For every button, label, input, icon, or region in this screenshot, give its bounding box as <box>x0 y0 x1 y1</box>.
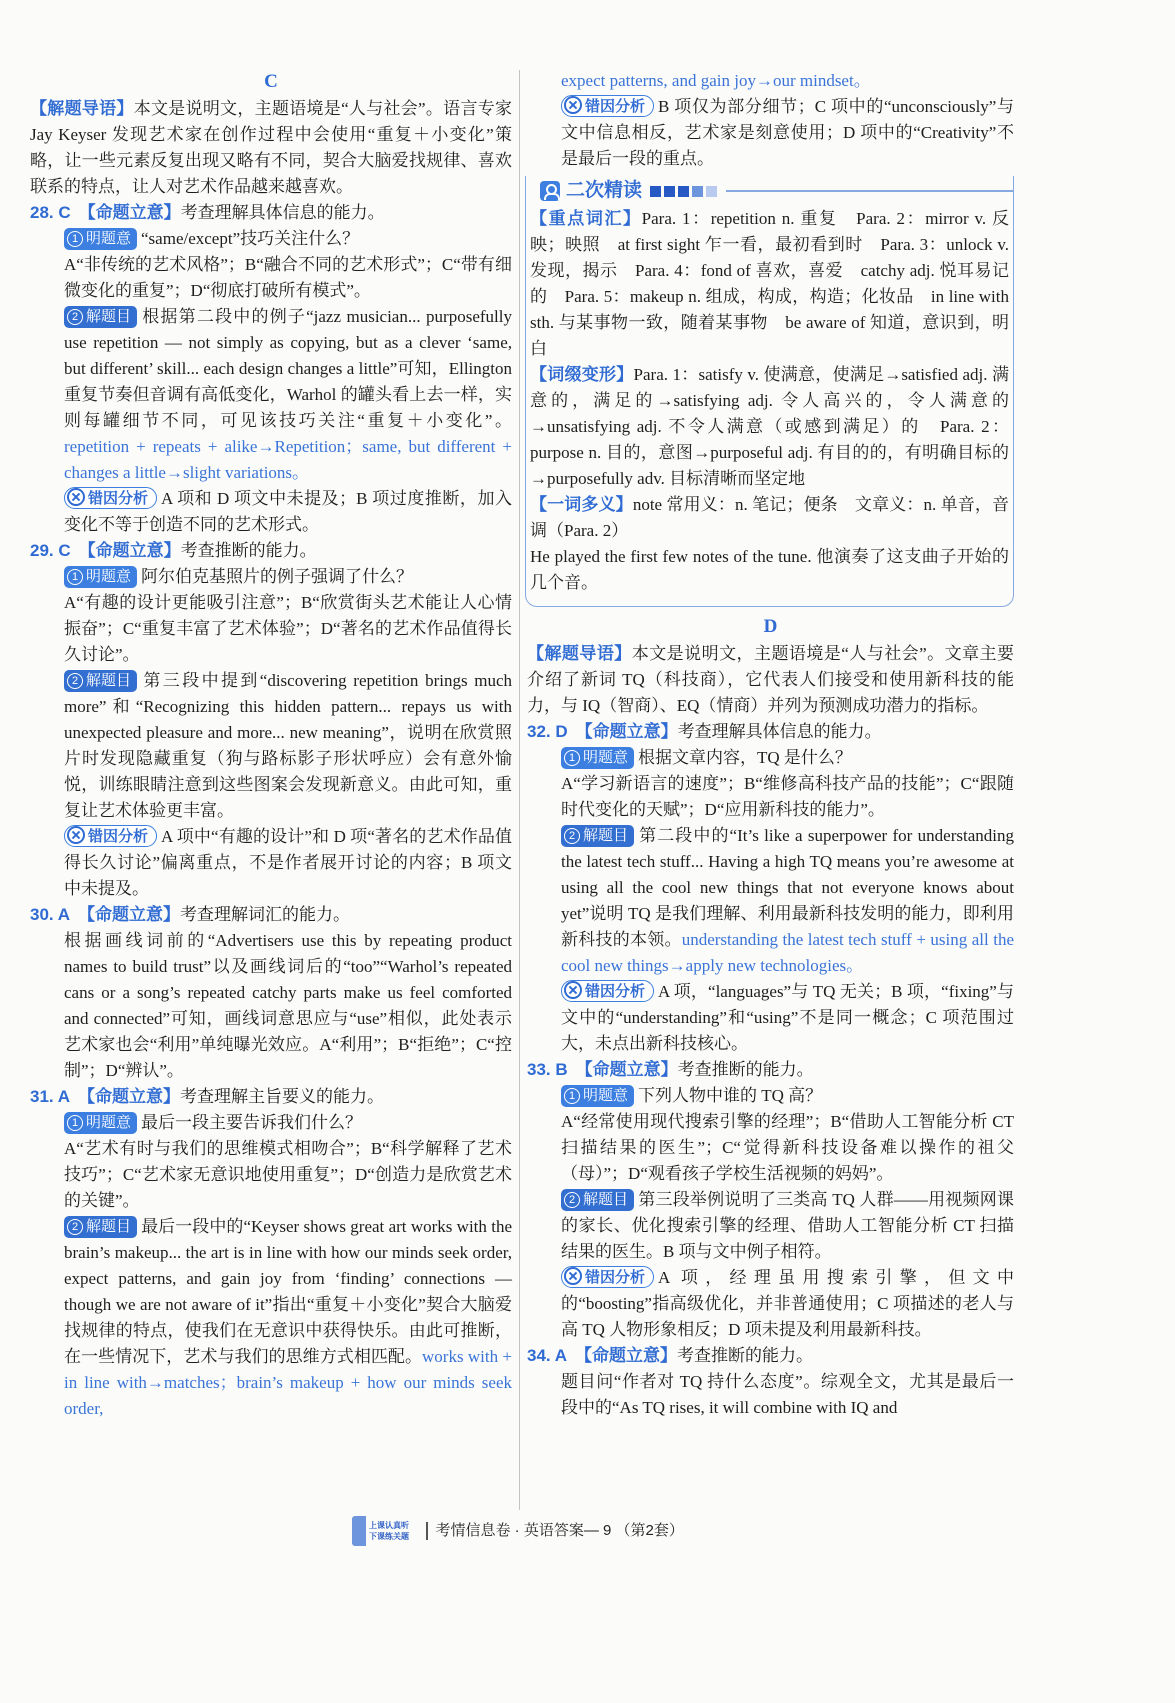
text-run: 最后一段中的“Keyser shows great art works with the brain’s makeup... the art is in line with how our minds seek order, expect patterns, and gain joy from ‘finding’ connections — though we are not aware of it”指出“重复＋小变化”契合大脑爱找规律的特点，使我们在无意识中获得快乐。由此可推断，在一些情况下，艺术与我们的思维方式相匹配。 <box>64 1217 512 1366</box>
error-analysis <box>527 1265 1014 1343</box>
step-badge <box>561 747 634 769</box>
answer-text <box>30 590 512 668</box>
close-circle-icon <box>564 981 582 999</box>
step-number: 2 <box>67 1219 83 1235</box>
step-label: 明题意 <box>86 568 132 585</box>
answer-number: 33. B <box>527 1060 568 1079</box>
step-label: 解题目 <box>86 308 132 325</box>
paragraph <box>527 641 1014 719</box>
text-run: A“经常使用现代搜索引擎的经理”；B“借助人工智能分析 CT 扫描结果的医生”；C“觉得新科技设备难以操作的祖父（母）”；D“观看孩子学校生活视频的妈妈”。 <box>561 1112 1014 1183</box>
keyword-mapping: understanding the latest tech stuff + using all the cool new things→apply new technologies。 <box>561 930 1014 975</box>
publisher-logo <box>352 1516 418 1546</box>
vocab-box-body <box>530 206 1009 596</box>
step-label: 明题意 <box>583 1087 629 1104</box>
error-badge <box>561 980 654 1002</box>
text-run: Para. 1：satisfy v. 使满意，使满足→satisfied adj. 满意的，满足的→satisfying adj. 令人高兴的，令人满意的→unsatisfying adj. 不令人满意（或感到满足）的 Para. 2：purpose n. 目的，意图→purposeful adj. 有目的的，有明确目标的→purposefully adv. 目标清晰而坚定地 <box>530 365 1009 488</box>
keyword-mapping: repetition + repeats + alike→Repetition；same, but different + changes a little→slight variations。 <box>64 437 512 482</box>
footer-separator <box>426 1522 428 1540</box>
error-label: 错因分析 <box>585 98 646 115</box>
close-circle-icon <box>564 96 582 114</box>
answer-number: 34. A <box>527 1346 568 1365</box>
text-run: note 常用义：n. 笔记；便条 文章义：n. 单音，音调（Para. 2） <box>530 495 1009 540</box>
question-header <box>527 1057 1014 1083</box>
text-run: 第二段中的“It’s like a superpower for understanding the latest tech stuff... Having a high TQ means you’re awesome at using all the cool new things that not everyone knows about yet”说明 TQ 是我们理解、利用最新科技发明的能力，即利用新科技的本领。 <box>561 826 1014 949</box>
level-square <box>706 186 717 197</box>
error-analysis <box>527 94 1014 172</box>
text-run: 本文是说明文，主题语境是“人与社会”。文章主要介绍了新词 TQ（科技商），它代表人们接受和使用新科技的能力，与 IQ（智商）、EQ（情商）并列为预测成功潜力的指标。 <box>527 644 1014 715</box>
question-header <box>527 1343 1014 1369</box>
text-run: 考查理解具体信息的能力。 <box>180 203 385 222</box>
paragraph <box>530 544 1009 596</box>
answer-text <box>527 771 1014 823</box>
error-analysis <box>30 486 512 538</box>
text-run: 本文是说明文，主题语境是“人与社会”。语言专家 Jay Keyser 发现艺术家在创作过程中会使用“重复＋小变化”策略，让一些元素反复出现又略有不同，契合大脑爱找规律、喜欢联系的特点，让人对艺术作品越来越喜欢。 <box>30 99 513 196</box>
answer-number: 28. C <box>30 203 71 222</box>
step-number: 2 <box>564 828 580 844</box>
text-run: 考查理解主旨要义的能力。 <box>180 1087 385 1106</box>
text-run: 第三段中提到“discovering repetition brings much more”和“Recognizing this hidden pattern... repays us with unexpected pleasure and more... new meaning”，说明在欣赏照片时发现隐藏重复（狗与路标影子形状呼应）会有意外愉悦，训练眼睛注意到这些图案会发现新意义。由此可知，重复让艺术体验更丰富。 <box>64 671 512 820</box>
text-run: 考查理解词汇的能力。 <box>180 905 351 924</box>
step-badge <box>561 1085 634 1107</box>
answer-text <box>30 1136 512 1214</box>
error-label: 错因分析 <box>88 828 149 845</box>
text-run: A“学习新语言的速度”；B“维修高科技产品的技能”；C“跟随时代变化的天赋”；D“应用新科技的能力”。 <box>561 774 1014 819</box>
text-run: 考查推断的能力。 <box>677 1060 814 1079</box>
step-number: 2 <box>67 673 83 689</box>
header-rule <box>726 190 1013 192</box>
step-number: 2 <box>67 309 83 325</box>
step-badge <box>64 306 137 328</box>
section-heading: D <box>763 616 778 637</box>
level-square <box>664 186 675 197</box>
question-header <box>30 200 512 226</box>
error-analysis <box>527 979 1014 1057</box>
step-clarify-question <box>527 1083 1014 1109</box>
text-run: 根据画线词前的“Advertisers use this by repeating product names to build trust”以及画线词后的“too”“Warhol’s repeated cans or a song’s repeated catchy parts make us feel comforted and connected”可知，画线词意思应与“use”相似，此处表示艺术家也会“利用”单纯曝光效应。A“利用”；B“拒绝”；C“控制”；D“辨认”。 <box>64 931 512 1080</box>
section-tag: 【解题导语】 <box>30 99 134 118</box>
error-badge <box>561 95 654 117</box>
column-divider <box>519 70 520 1510</box>
error-label: 错因分析 <box>585 983 646 1000</box>
text-run: 题目问“作者对 TQ 持什么态度”。综观全文，尤其是最后一段中的“As TQ rises, it will combine with IQ and <box>561 1372 1014 1417</box>
text-run: A“艺术有时与我们的思维模式相吻合”；B“科学解释了艺术技巧”；C“艺术家无意识地使用重复”；D“创造力是欣赏艺术的关键”。 <box>64 1139 512 1210</box>
paragraph <box>530 362 1009 492</box>
step-number: 1 <box>67 1115 83 1131</box>
step-number: 1 <box>67 569 83 585</box>
vocab-box-header <box>526 176 1013 206</box>
page-footer <box>352 1514 684 1548</box>
text-run: 考查理解具体信息的能力。 <box>677 722 882 741</box>
close-circle-icon <box>67 488 85 506</box>
section-tag: 【一词多义】 <box>530 495 633 514</box>
text-run: He played the first few notes of the tune. 他演奏了这支曲子开始的几个音。 <box>530 547 1009 592</box>
keyword-mapping: works with + in line with→matches；brain’s makeup + how our minds seek order, <box>64 1347 512 1418</box>
vocab-review-box <box>525 176 1014 607</box>
section-tag: 【命题立意】 <box>78 203 181 222</box>
step-label: 解题目 <box>583 1191 629 1208</box>
text-run: A 项中“有趣的设计”和 D 项“著名的艺术作品值得长久讨论”偏离重点，不是作者展开讨论的内容；B 项文中未提及。 <box>64 827 512 898</box>
error-badge <box>64 825 157 847</box>
answer-number: 32. D <box>527 722 568 741</box>
text-run: 下列人物中谁的 TQ 高？ <box>638 1086 823 1105</box>
text-run: A“有趣的设计更能吸引注意”；B“欣赏街头艺术能让人心情振奋”；C“重复丰富了艺术体验”；D“著名的艺术作品值得长久讨论”。 <box>64 593 512 664</box>
reader-icon <box>540 181 560 201</box>
step-clarify-question <box>30 226 512 252</box>
error-label: 错因分析 <box>585 1269 646 1286</box>
section-tag: 【解题导语】 <box>527 644 632 663</box>
step-badge <box>64 228 137 250</box>
answer-number: 31. A <box>30 1087 71 1106</box>
step-badge <box>64 566 137 588</box>
error-analysis <box>30 824 512 902</box>
answer-text <box>527 68 1014 94</box>
step-label: 明题意 <box>86 230 132 247</box>
right-column-bottom <box>527 613 1014 1421</box>
step-clarify-question <box>30 1110 512 1136</box>
step-label: 解题目 <box>86 672 132 689</box>
step-label: 解题目 <box>583 827 629 844</box>
text-run: A 项，经理虽用搜索引擎，但文中的“boosting”指高级优化，并非普通使用；C 项描述的老人与高 TQ 人物形象相反；D 项未提及利用最新科技。 <box>561 1268 1014 1339</box>
step-label: 明题意 <box>86 1114 132 1131</box>
section-tag: 【命题立意】 <box>575 722 678 741</box>
text-run: 考查推断的能力。 <box>180 541 317 560</box>
step-solve-question <box>527 823 1014 979</box>
text-run: 根据文章内容，TQ 是什么？ <box>638 748 852 767</box>
section-tag: 【词缀变形】 <box>530 365 634 384</box>
step-clarify-question <box>30 564 512 590</box>
section-tag: 【命题立意】 <box>575 1060 678 1079</box>
step-solve-question <box>527 1187 1014 1265</box>
text-run: “same/except”技巧关注什么？ <box>141 229 360 248</box>
text-run: B 项仅为部分细节；C 项中的“unconsciously”与文中信息相反，艺术家是刻意使用；D 项中的“Creativity”不是最后一段的重点。 <box>561 97 1014 168</box>
step-badge <box>64 670 137 692</box>
answer-number: 30. A <box>30 905 71 924</box>
section-tag: 【重点词汇】 <box>530 209 642 228</box>
answer-text <box>527 1109 1014 1187</box>
paragraph <box>530 206 1009 362</box>
step-number: 2 <box>564 1192 580 1208</box>
footer-title: 考情信息卷 · 英语答案— 9 （第2套） <box>435 1522 684 1539</box>
error-badge <box>64 487 157 509</box>
section-tag: 【命题立意】 <box>78 541 181 560</box>
step-label: 明题意 <box>583 749 629 766</box>
question-header <box>30 1084 512 1110</box>
section-tag: 【命题立意】 <box>575 1346 678 1365</box>
text-run: Para. 1：repetition n. 重复 Para. 2：mirror v. 反映；映照 at first sight 乍一看，最初看到时 Para. 3：unlock v. 发现，揭示 Para. 4：fond of 喜欢，喜爱 catchy adj. 悦耳易记的 Para. 5：makeup n. 组成，构成，构造；化妆品 in line with sth. 与某事物一致，随着某事物 be aware of 知道，意识到，明白 <box>530 209 1009 358</box>
close-circle-icon <box>67 826 85 844</box>
level-square <box>650 186 661 197</box>
step-badge <box>561 825 634 847</box>
text-run: 第三段举例说明了三类高 TQ 人群——用视频网课的家长、优化搜索引擎的经理、借助人工智能分析 CT 扫描结果的医生。B 项与文中例子相符。 <box>561 1190 1014 1261</box>
step-number: 1 <box>564 1088 580 1104</box>
paragraph <box>30 96 512 200</box>
section-heading: C <box>264 71 278 92</box>
right-column <box>527 68 1014 1421</box>
step-badge <box>64 1216 137 1238</box>
close-circle-icon <box>564 1267 582 1285</box>
level-square <box>692 186 703 197</box>
text-run: 最后一段主要告诉我们什么？ <box>141 1113 363 1132</box>
text-run: 考查推断的能力。 <box>677 1346 814 1365</box>
step-label: 解题目 <box>86 1218 132 1235</box>
question-header <box>30 538 512 564</box>
step-solve-question <box>30 304 512 486</box>
error-badge <box>561 1266 654 1288</box>
keyword-mapping: expect patterns, and gain joy→our mindset。 <box>561 71 871 90</box>
answer-text <box>527 1369 1014 1421</box>
step-number: 1 <box>67 231 83 247</box>
paragraph <box>530 492 1009 544</box>
logo-line-bottom: 下课练关题 <box>369 1532 409 1541</box>
right-column-top <box>527 68 1014 172</box>
text-run: 阿尔伯克基照片的例子强调了什么？ <box>141 567 414 586</box>
text-run: 根据第二段中的例子“jazz musician... purposefully use repetition — not simply as copying, but as a clever ‘same, but different’ skill... each design changes a little”可知，Ellington 重复节奏但音调有高低变化，Warhol 的罐头看上去一样，实则每罐细节不同，可见该技巧关注“重复＋小变化”。 <box>64 307 512 430</box>
text-run: A“非传统的艺术风格”；B“融合不同的艺术形式”；C“带有细微变化的重复”；D“彻底打破所有模式”。 <box>64 255 512 300</box>
step-solve-question <box>30 668 512 824</box>
answer-number: 29. C <box>30 541 71 560</box>
step-number: 1 <box>564 750 580 766</box>
step-solve-question <box>30 1214 512 1422</box>
vocab-box-title: 二次精读 <box>566 180 643 201</box>
answer-text <box>30 928 512 1084</box>
section-tag: 【命题立意】 <box>78 1087 181 1106</box>
left-column <box>30 68 512 1422</box>
section-tag: 【命题立意】 <box>78 905 181 924</box>
step-badge <box>561 1189 634 1211</box>
question-header <box>527 719 1014 745</box>
step-clarify-question <box>527 745 1014 771</box>
text-run: A 项和 D 项文中未提及；B 项过度推断，加入变化不等于创造不同的艺术形式。 <box>64 489 512 534</box>
error-label: 错因分析 <box>88 490 149 507</box>
answer-text <box>30 252 512 304</box>
step-badge <box>64 1112 137 1134</box>
text-run: A 项，“languages”与 TQ 无关；B 项，“fixing”与文中的“understanding”和“using”不是同一概念；C 项范围过大，未点出新科技核心。 <box>561 982 1014 1053</box>
level-square <box>678 186 689 197</box>
logo-line-top: 上课认真听 <box>369 1521 409 1530</box>
question-header <box>30 902 512 928</box>
